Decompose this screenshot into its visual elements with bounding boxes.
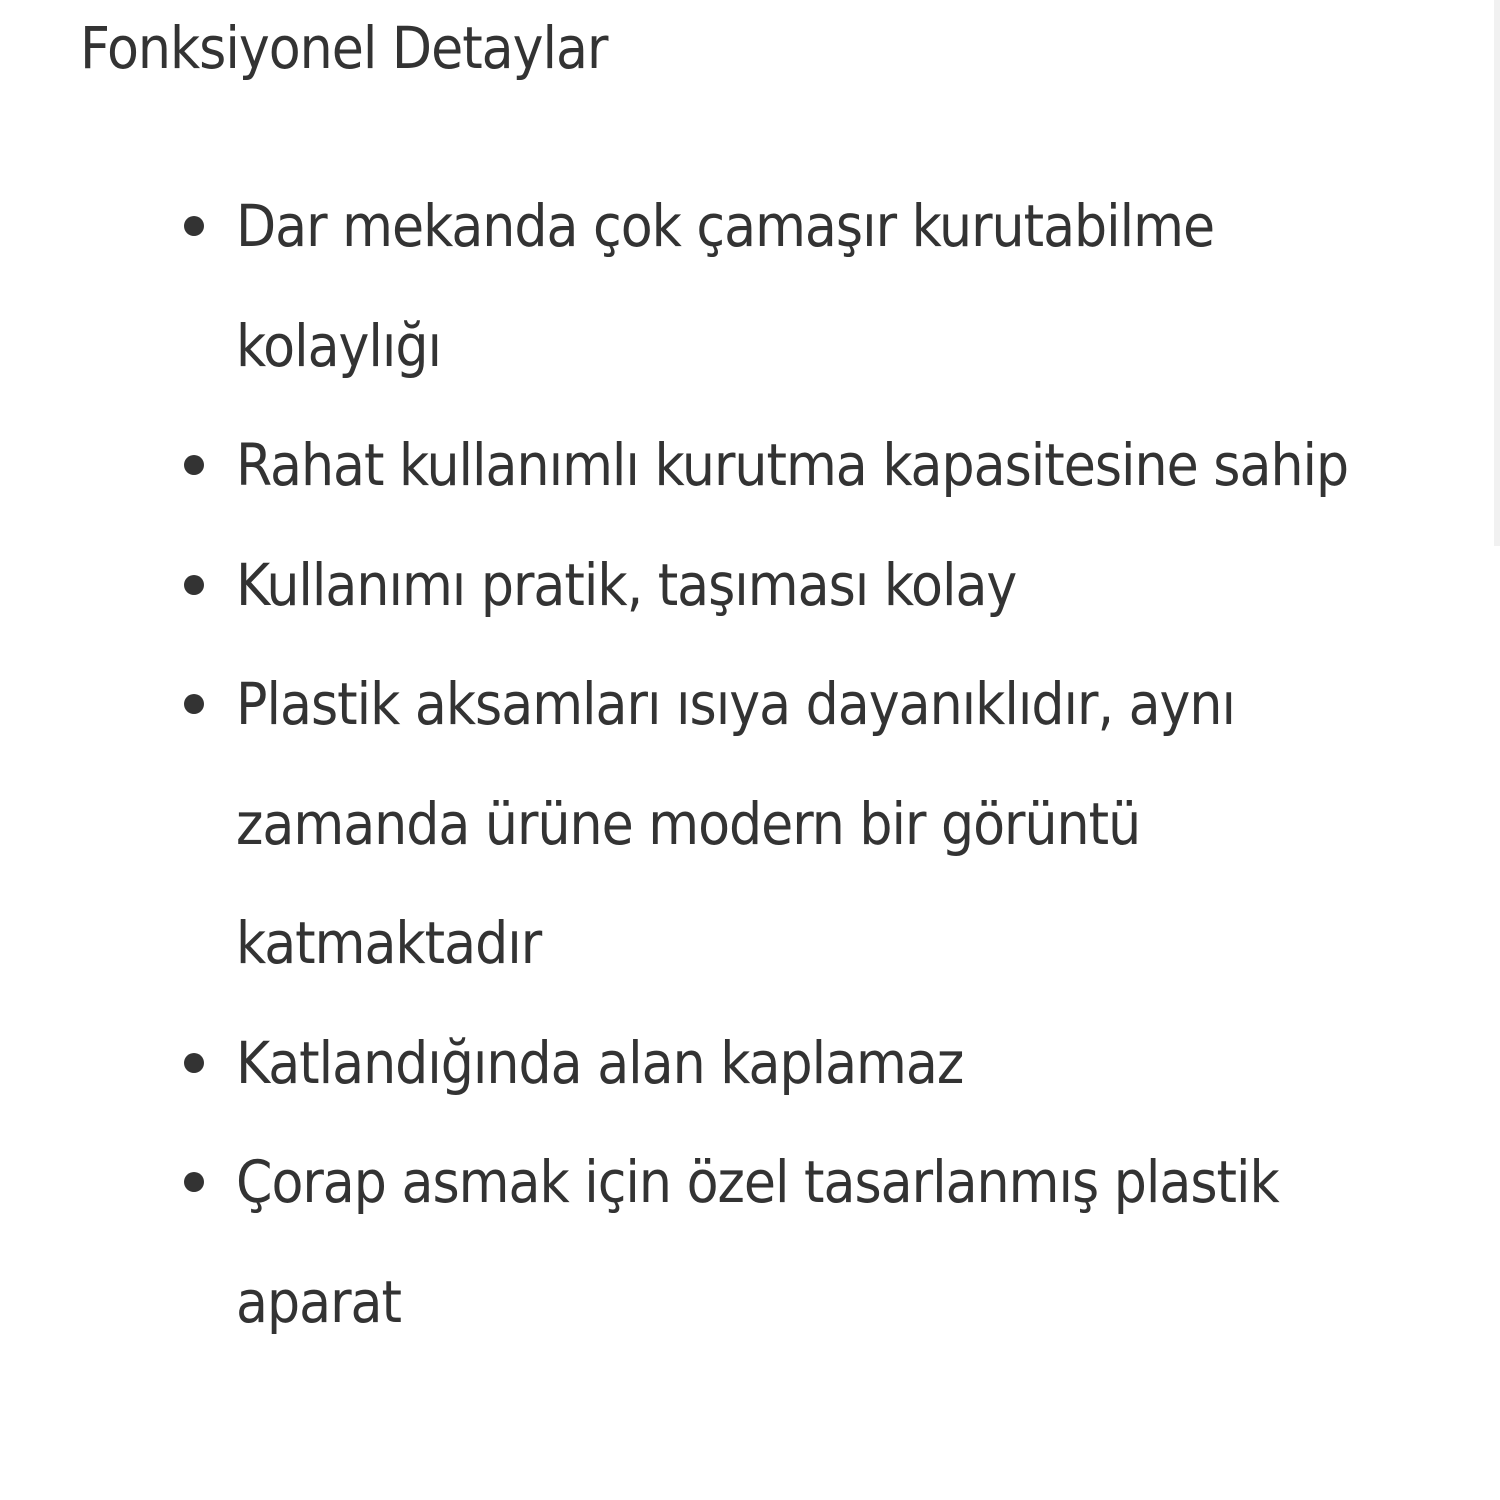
list-item xyxy=(236,645,1366,1004)
list-item-text: Katlandığında alan kaplamaz xyxy=(236,1028,964,1097)
bullet-dot-icon xyxy=(184,575,204,595)
list-item-text: Kullanımı pratik, taşıması kolay xyxy=(236,550,1017,619)
list-item xyxy=(236,1004,1366,1124)
list-item xyxy=(236,526,1366,646)
list-item xyxy=(236,167,1366,406)
scrollbar[interactable] xyxy=(1494,0,1500,546)
list-item-text: Plastik aksamları ısıya dayanıklıdır, aynı zamanda ürüne modern bir görüntü katmaktadır xyxy=(236,670,1235,977)
feature-list xyxy=(236,167,1366,1362)
list-item-text: Rahat kullanımlı kurutma kapasitesine sahip xyxy=(236,431,1349,499)
bullet-dot-icon xyxy=(184,1053,204,1073)
list-item-text: Çorap asmak için özel tasarlanmış plastik aparat xyxy=(236,1148,1279,1336)
section-title: Fonksiyonel Detaylar xyxy=(80,14,608,82)
bullet-dot-icon xyxy=(184,1172,204,1192)
bullet-dot-icon xyxy=(184,455,204,475)
list-item xyxy=(236,1123,1366,1362)
list-item-text: Dar mekanda çok çamaşır kurutabilme kolaylığı xyxy=(236,192,1215,380)
bullet-dot-icon xyxy=(184,216,204,236)
bullet-dot-icon xyxy=(184,694,204,714)
list-item xyxy=(236,406,1366,526)
